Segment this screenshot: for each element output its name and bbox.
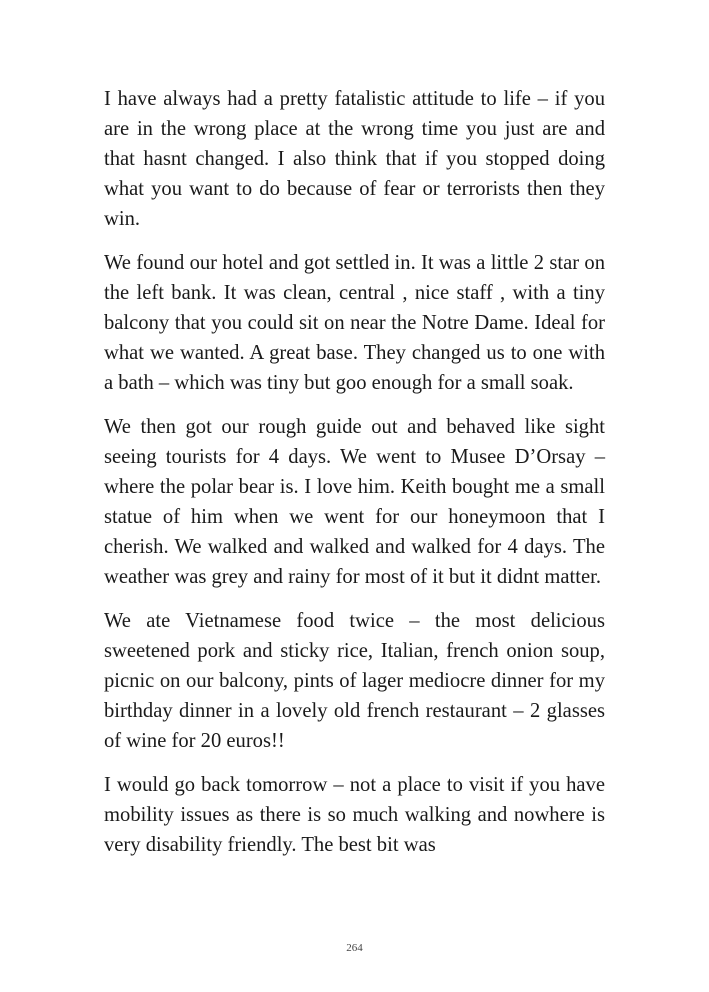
page-number: 264 [346,942,363,954]
paragraph-2: We found our hotel and got settled in. It was a little 2 star on the left bank. It was clean, central , nice staff , with a tiny balcony that you could sit on near the Notre Dame. Ideal for what we wanted. A great base. They changed us to one with a bath – which was tiny but goo enough for a small soak. [104,252,605,394]
paragraph-1: I have always had a pretty fatalistic attitude to life – if you are in the wrong place at the wrong time you just are and that hasnt changed. I also think that if you stopped doing what you want to do because of fear or terrorists then they win. [104,88,605,230]
page-body-text [104,84,605,860]
paragraph-4: We ate Vietnamese food twice – the most delicious sweetened pork and sticky rice, Italian, french onion soup, picnic on our balcony, pints of lager mediocre dinner for my birthday dinner in a lovely old french restaurant – 2 glasses of wine for 20 euros!! [104,610,605,752]
paragraph-3: We then got our rough guide out and behaved like sight seeing tourists for 4 days. We went to Musee D’Orsay – where the polar bear is. I love him. Keith bought me a small statue of him when we went for our honeymoon that I cherish. We walked and walked and walked for 4 days. The weather was grey and rainy for most of it but it didnt matter. [104,416,605,588]
paragraph-5: I would go back tomorrow – not a place to visit if you have mobility issues as there is so much walking and nowhere is very disability friendly. The best bit was [104,774,605,856]
